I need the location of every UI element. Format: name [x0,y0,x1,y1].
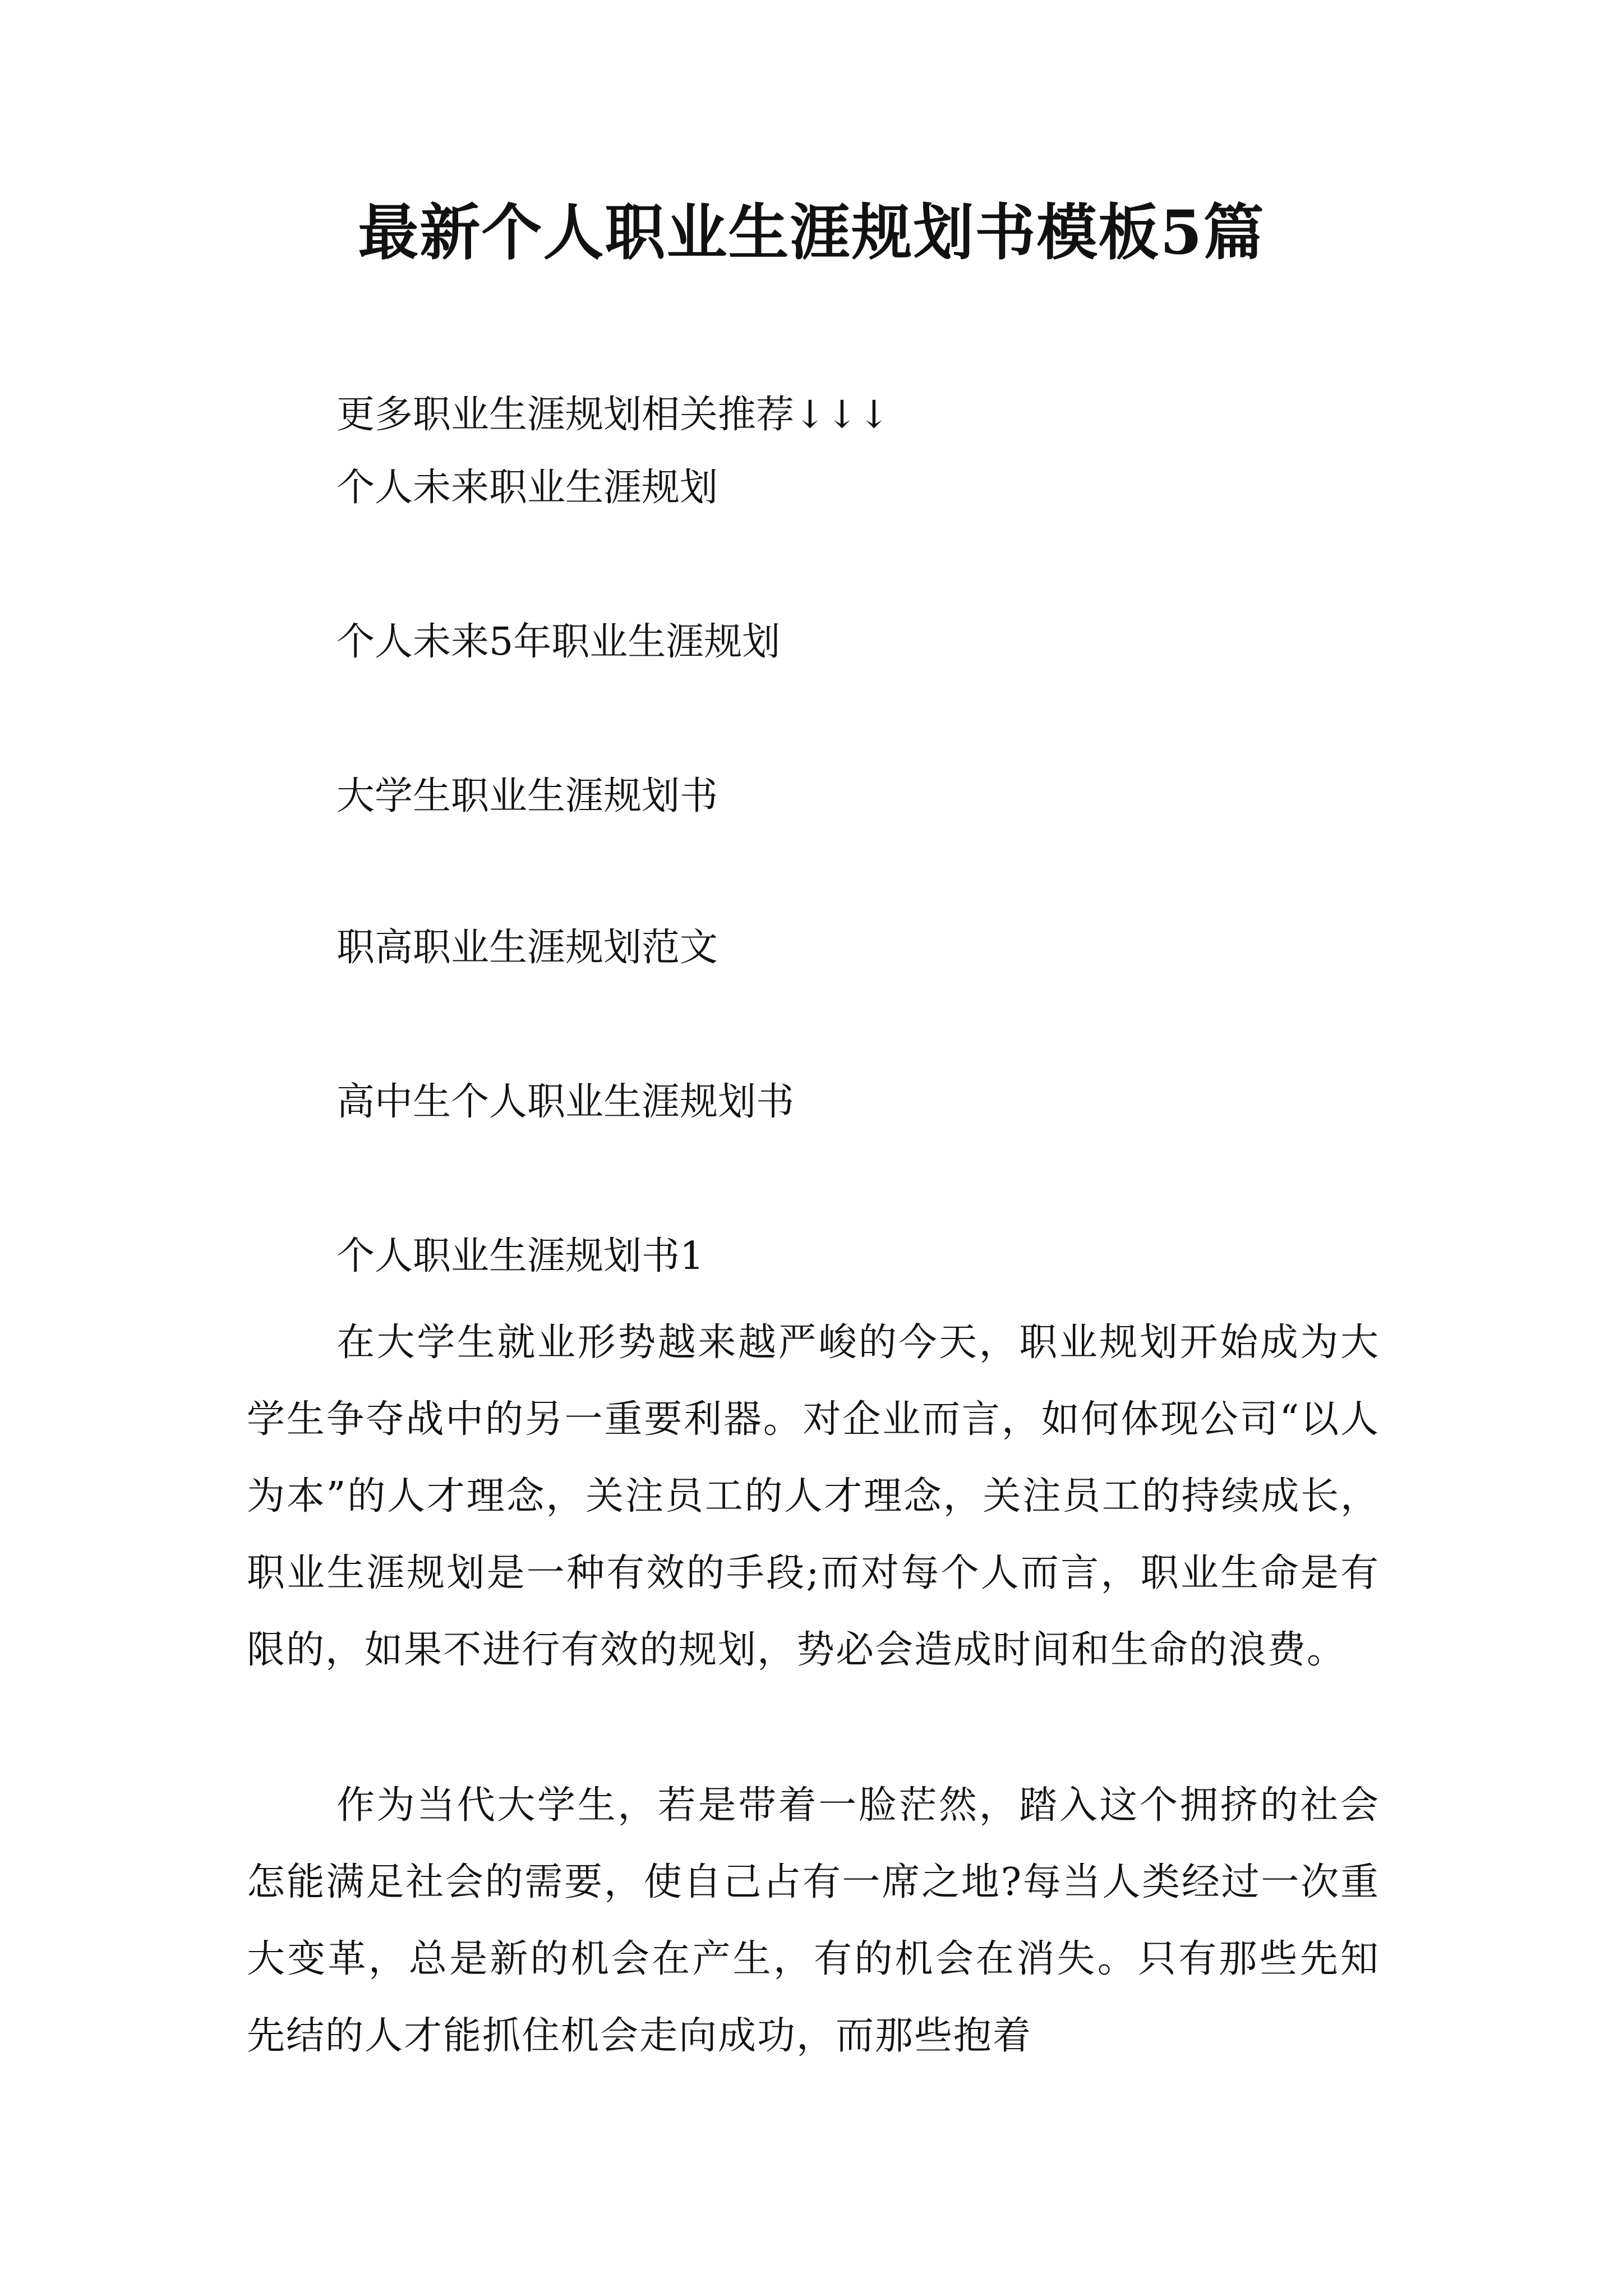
related-link-4[interactable]: 职高职业生涯规划范文 [336,926,718,970]
related-link-1[interactable]: 个人未来职业生涯规划 [336,466,718,510]
related-link-3[interactable]: 大学生职业生涯规划书 [336,774,718,818]
section-heading: 个人职业生涯规划书1 [336,1234,704,1278]
related-link-2[interactable]: 个人未来5年职业生涯规划 [336,620,781,664]
related-link-5[interactable]: 高中生个人职业生涯规划书 [336,1080,795,1124]
document-title: 最新个人职业生涯规划书模板5篇 [358,197,1265,268]
recommend-intro: 更多职业生涯规划相关推荐↓↓↓ [336,393,890,437]
body-paragraph-1: 在大学生就业形势越来越严峻的今天，职业规划开始成为大学生争夺战中的另一重要利器。对企业而言，如何体现公司“以人为本”的人才理念，关注员工的人才理念，关注员工的持续成长，职业生涯规划是一种有效的手段;而对每个人而言，职业生命是有限的，如果不进行有效的规划，势必会造成时间和生命的浪费。 [247,1320,1380,1672]
body-paragraph-2: 作为当代大学生，若是带着一脸茫然，踏入这个拥挤的社会怎能满足社会的需要，使自己占有一席之地?每当人类经过一次重大变革，总是新的机会在产生，有的机会在消失。只有那些先知先结的人才能抓住机会走向成功，而那些抱着 [247,1783,1380,2058]
